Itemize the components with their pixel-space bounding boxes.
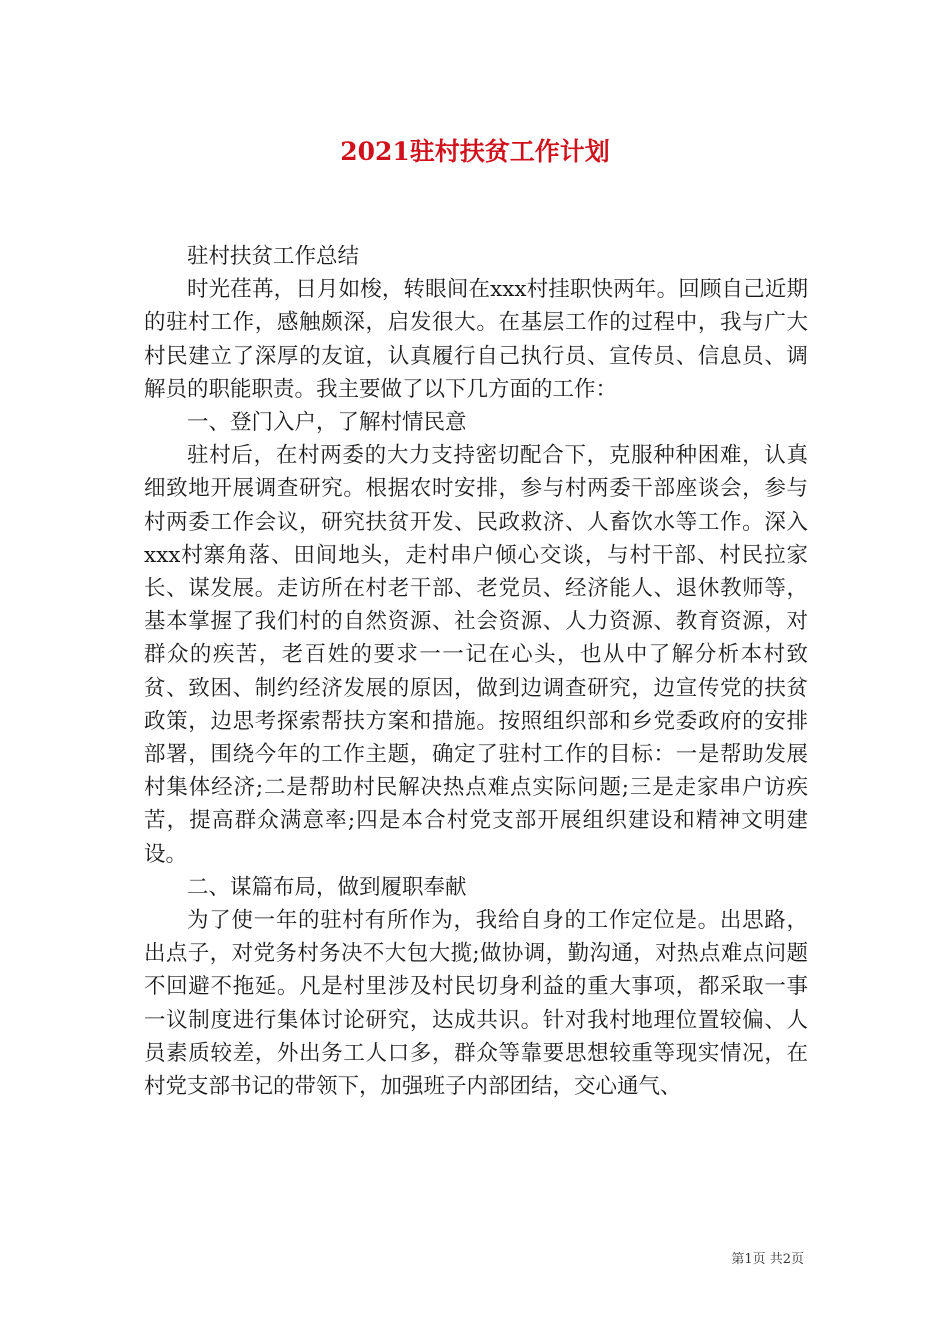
document-body (144, 240, 808, 1103)
document-title: 2021驻村扶贫工作计划 (340, 137, 610, 166)
page-number-footer: 第1页 共2页 (731, 1252, 804, 1267)
section-heading-1: 一、登门入户，了解村情民意 (187, 410, 467, 436)
paragraph-intro: 时光荏苒，日月如梭，转眼间在xxx村挂职快两年。回顾自己近期的驻村工作，感触颇深，启发很大。在基层工作的过程中，我与广大村民建立了深厚的友谊，认真履行自己执行员、宣传员、信息员、调解员的职能职责。我主要做了以下几方面的工作： (144, 277, 808, 402)
section-heading-2: 二、谋篇布局，做到履职奉献 (187, 874, 467, 900)
paragraph-section-1: 驻村后，在村两委的大力支持密切配合下，克服种种困难，认真细致地开展调查研究。根据农时安排，参与村两委干部座谈会，参与村两委工作会议，研究扶贫开发、民政救济、人畜饮水等工作。深入xxx村寨角落、田间地头，走村串户倾心交谈，与村干部、村民拉家长、谋发展。走访所在村老干部、老党员、经济能人、退休教师等，基本掌握了我们村的自然资源、社会资源、人力资源、教育资源，对群众的疾苦，老百姓的要求一一记在心头，也从中了解分析本村致贫、致困、制约经济发展的原因，做到边调查研究，边宣传党的扶贫政策，边思考探索帮扶方案和措施。按照组织部和乡党委政府的安排部署，围绕今年的工作主题，确定了驻村工作的目标：一是帮助发展村集体经济;二是帮助村民解决热点难点实际问题;三是走家串户访疾苦，提高群众满意率;四是本合村党支部开展组织建设和精神文明建设。 (144, 443, 808, 867)
paragraph-subtitle: 驻村扶贫工作总结 (187, 244, 360, 269)
paragraph-section-2: 为了使一年的驻村有所作为，我给自身的工作定位是。出思路，出点子，对党务村务决不大包大揽;做协调，勤沟通，对热点难点问题不回避不拖延。凡是村里涉及村民切身利益的重大事项，都采取一事一议制度进行集体讨论研究，达成共识。针对我村地理位置较偏、人员素质较差，外出务工人口多，群众等靠要思想较重等现实情况，在村党支部书记的带领下，加强班子内部团结，交心通气、 (144, 908, 808, 1100)
